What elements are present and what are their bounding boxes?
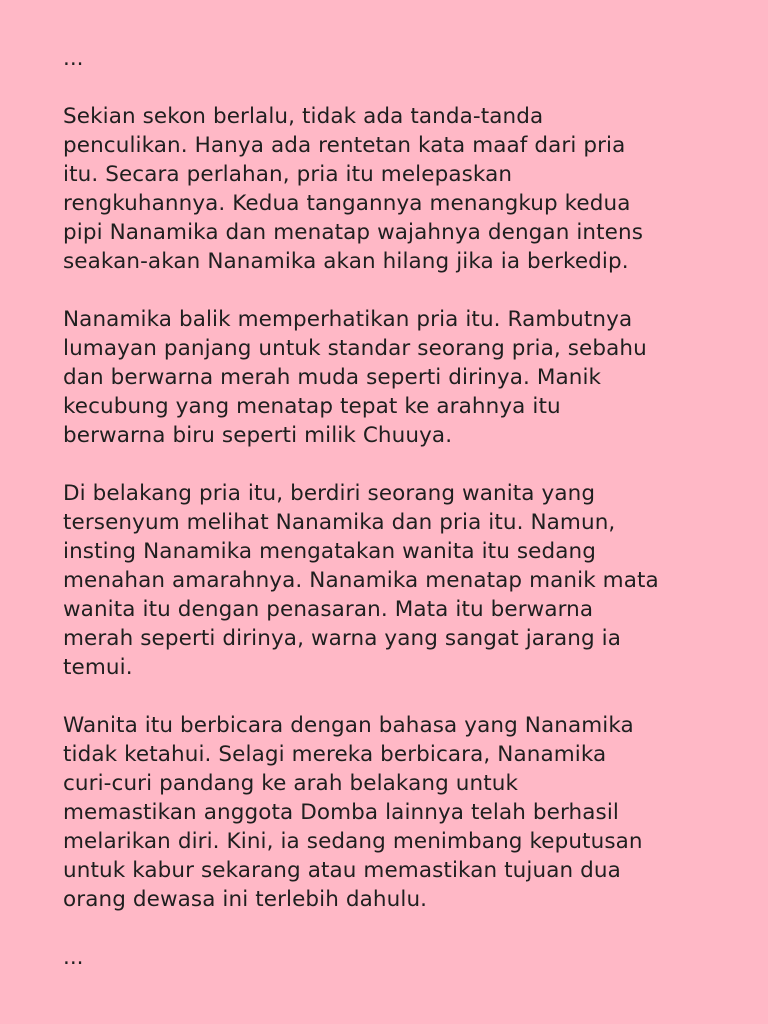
paragraph-spacer <box>63 682 713 711</box>
paragraph-line: lumayan panjang untuk standar seorang pria, sebahu <box>63 336 647 361</box>
paragraph-line: tersenyum melihat Nanamika dan pria itu. Namun, <box>63 510 616 535</box>
paragraph-line: wanita itu dengan penasaran. Mata itu berwarna <box>63 597 594 622</box>
paragraph-line: Wanita itu berbicara dengan bahasa yang Nanamika <box>63 713 634 738</box>
paragraph-3 <box>63 479 713 682</box>
paragraph-line: berwarna biru seperti milik Chuuya. <box>63 423 453 448</box>
story-text <box>63 44 713 972</box>
paragraph-line: penculikan. Hanya ada rentetan kata maaf dari pria <box>63 133 626 158</box>
paragraph-line: itu. Secara perlahan, pria itu melepaskan <box>63 162 513 187</box>
closing-ellipsis: ... <box>63 945 84 970</box>
paragraph-line: temui. <box>63 655 133 680</box>
paragraph-line: Nanamika balik memperhatikan pria itu. Rambutnya <box>63 307 633 332</box>
paragraph-line: melarikan diri. Kini, ia sedang menimbang keputusan <box>63 829 643 854</box>
paragraph-line: merah seperti dirinya, warna yang sangat jarang ia <box>63 626 622 651</box>
paragraph-spacer <box>63 73 713 102</box>
paragraph-line: seakan-akan Nanamika akan hilang jika ia berkedip. <box>63 249 629 274</box>
paragraph-4 <box>63 711 713 914</box>
paragraph-spacer <box>63 450 713 479</box>
paragraph-line: rengkuhannya. Kedua tangannya menangkup kedua <box>63 191 631 216</box>
paragraph-line: pipi Nanamika dan menatap wajahnya dengan intens <box>63 220 644 245</box>
paragraph-line: dan berwarna merah muda seperti dirinya. Manik <box>63 365 602 390</box>
paragraph-line: tidak ketahui. Selagi mereka berbicara, Nanamika <box>63 742 607 767</box>
paragraph-line: Di belakang pria itu, berdiri seorang wanita yang <box>63 481 596 506</box>
paragraph-line: insting Nanamika mengatakan wanita itu sedang <box>63 539 596 564</box>
paragraph-line: curi-curi pandang ke arah belakang untuk <box>63 771 519 796</box>
paragraph-line: untuk kabur sekarang atau memastikan tujuan dua <box>63 858 621 883</box>
paragraph-line: Sekian sekon berlalu, tidak ada tanda-tanda <box>63 104 544 129</box>
paragraph-spacer <box>63 276 713 305</box>
opening-ellipsis: ... <box>63 46 84 71</box>
paragraph-line: menahan amarahnya. Nanamika menatap manik mata <box>63 568 659 593</box>
paragraph-1 <box>63 102 713 276</box>
paragraph-line: kecubung yang menatap tepat ke arahnya itu <box>63 394 561 419</box>
paragraph-spacer <box>63 914 713 943</box>
paragraph-2 <box>63 305 713 450</box>
paragraph-line: orang dewasa ini terlebih dahulu. <box>63 887 428 912</box>
paragraph-line: memastikan anggota Domba lainnya telah berhasil <box>63 800 619 825</box>
